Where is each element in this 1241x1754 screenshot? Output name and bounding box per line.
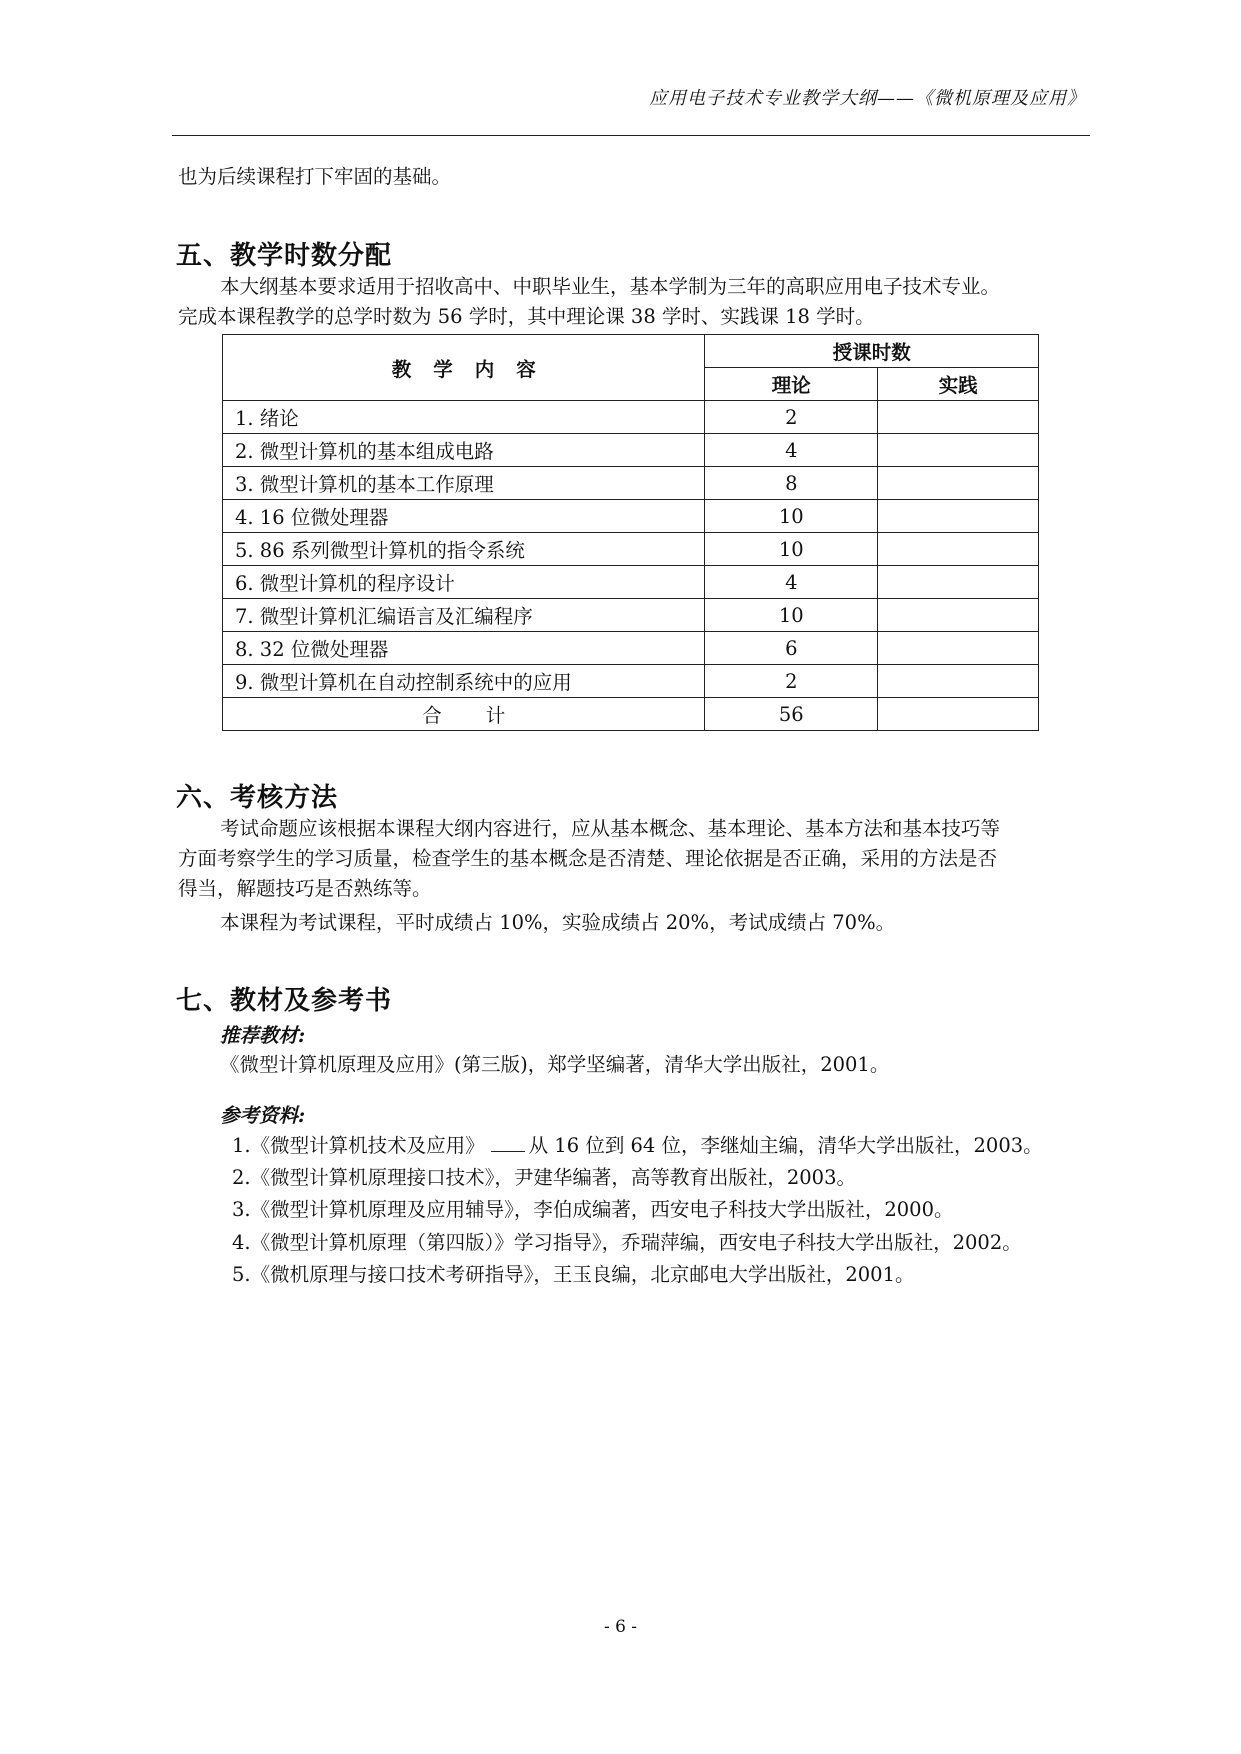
row-content: 9. 微型计算机在自动控制系统中的应用 <box>223 665 705 698</box>
row-theory: 2 <box>705 401 878 434</box>
reference-item <box>232 1131 1043 1161</box>
section6-para1-line3: 得当，解题技巧是否熟练等。 <box>178 877 432 900</box>
textbook-label: 推荐教材: <box>220 1024 306 1047</box>
row-theory: 6 <box>705 632 878 665</box>
row-practice <box>878 434 1039 467</box>
table-header-practice: 实践 <box>878 368 1039 401</box>
row-theory: 8 <box>705 467 878 500</box>
table-header-content: 教学内容 <box>223 335 705 401</box>
row-content: 3. 微型计算机的基本工作原理 <box>223 467 705 500</box>
row-theory: 2 <box>705 665 878 698</box>
row-content: 8. 32 位微处理器 <box>223 632 705 665</box>
row-theory: 10 <box>705 599 878 632</box>
table-row <box>223 632 1039 665</box>
table-header-theory: 理论 <box>705 368 878 401</box>
table-row <box>223 599 1039 632</box>
reference-item: 4.《微型计算机原理（第四版）》学习指导》，乔瑞萍编，西安电子科技大学出版社，2002。 <box>232 1231 1022 1254</box>
total-practice <box>878 698 1039 731</box>
table-total-row <box>223 698 1039 731</box>
row-theory: 10 <box>705 500 878 533</box>
blank-line <box>491 1133 525 1152</box>
section5-para-line2: 完成本课程教学的总学时数为 56 学时，其中理论课 38 学时、实践课 18 学时。 <box>178 305 875 328</box>
table-row <box>223 500 1039 533</box>
row-practice <box>878 632 1039 665</box>
reference-item: 3.《微型计算机原理及应用辅导》，李伯成编著，西安电子科技大学出版社，2000。 <box>232 1198 954 1221</box>
section6-para2: 本课程为考试课程，平时成绩占 10%，实验成绩占 20%，考试成绩占 70%。 <box>220 911 896 934</box>
total-label: 合计 <box>223 698 705 731</box>
row-practice <box>878 500 1039 533</box>
table-row <box>223 434 1039 467</box>
row-content: 2. 微型计算机的基本组成电路 <box>223 434 705 467</box>
row-content: 4. 16 位微处理器 <box>223 500 705 533</box>
total-theory: 56 <box>705 698 878 731</box>
row-theory: 4 <box>705 566 878 599</box>
row-theory: 10 <box>705 533 878 566</box>
table-row <box>223 566 1039 599</box>
reference-title: 1.《微型计算机技术及应用》 <box>232 1134 485 1157</box>
table-row <box>223 467 1039 500</box>
hours-table <box>222 334 1039 731</box>
reference-item: 2.《微型计算机原理接口技术》，尹建华编著，高等教育出版社，2003。 <box>232 1166 856 1189</box>
row-practice <box>878 665 1039 698</box>
reference-item: 5.《微机原理与接口技术考研指导》，王玉良编，北京邮电大学出版社，2001。 <box>232 1263 915 1286</box>
header-divider <box>172 135 1090 136</box>
row-practice <box>878 533 1039 566</box>
references-label: 参考资料: <box>220 1104 306 1127</box>
section6-para1-line2: 方面考察学生的学习质量，检查学生的基本概念是否清楚、理论依据是否正确，采用的方法是否 <box>178 847 998 870</box>
row-theory: 4 <box>705 434 878 467</box>
reference-rest: 从 16 位到 64 位，李继灿主编，清华大学出版社，2003。 <box>528 1134 1043 1157</box>
section7-heading: 七、教材及参考书 <box>176 986 393 1016</box>
table-header-hours: 授课时数 <box>705 335 1039 368</box>
intro-tail: 也为后续课程打下牢固的基础。 <box>178 165 452 188</box>
row-practice <box>878 599 1039 632</box>
row-content: 7. 微型计算机汇编语言及汇编程序 <box>223 599 705 632</box>
row-practice <box>878 467 1039 500</box>
row-content: 6. 微型计算机的程序设计 <box>223 566 705 599</box>
running-header: 应用电子技术专业教学大纲——《微机原理及应用》 <box>649 88 1086 109</box>
row-content: 1. 绪论 <box>223 401 705 434</box>
section6-heading: 六、考核方法 <box>176 783 339 813</box>
row-practice <box>878 401 1039 434</box>
section5-para-line1: 本大纲基本要求适用于招收高中、中职毕业生，基本学制为三年的高职应用电子技术专业。 <box>220 275 1001 298</box>
section6-para1-line1: 考试命题应该根据本课程大纲内容进行，应从基本概念、基本理论、基本方法和基本技巧等 <box>220 817 1001 840</box>
table-row <box>223 665 1039 698</box>
row-content: 5. 86 系列微型计算机的指令系统 <box>223 533 705 566</box>
row-practice <box>878 566 1039 599</box>
table-row <box>223 401 1039 434</box>
page-number: - 6 - <box>603 1617 638 1637</box>
textbook-entry: 《微型计算机原理及应用》(第三版)，郑学坚编著，清华大学出版社，2001。 <box>220 1053 890 1076</box>
table-row <box>223 533 1039 566</box>
section5-heading: 五、教学时数分配 <box>176 241 393 271</box>
